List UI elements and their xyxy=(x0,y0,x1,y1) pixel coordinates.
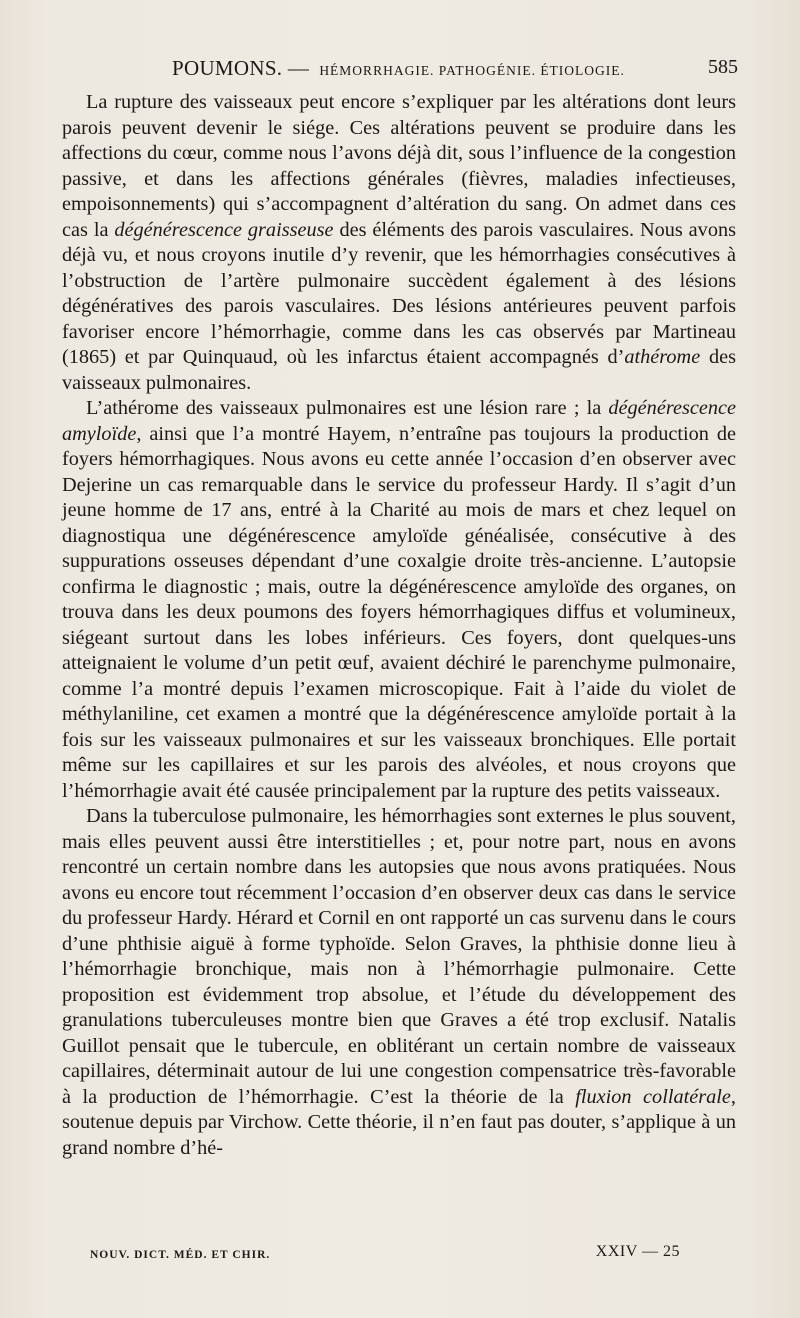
paragraph-1-text-b: des éléments des parois vasculaires. Nous avons déjà vu, et nous croyons inutile d’y revenir, que les hémorrhagies consécutives à l’obstruction de l’artère pulmonaire succèdent également à des lésions dégénératives des parois vasculaires. Des lésions antérieures peuvent parfois favoriser encore l’hémorrhagie, comme dans les cas observés par Martineau (1865) et par Quinquaud, où les infarctus étaient accompagnés d’ xyxy=(62,218,737,368)
paragraph-3 xyxy=(62,804,736,1161)
footer-signature: XXIV — 25 xyxy=(595,1243,680,1260)
footer-publication: NOUV. DICT. MÉD. ET CHIR. xyxy=(90,1249,271,1261)
paragraph-2 xyxy=(62,396,736,804)
paragraph-2-italic-1: dégénérescence amyloïde xyxy=(62,397,736,445)
paragraph-2-text-b: , ainsi que l’a montré Hayem, n’entraîne pas toujours la production de foyers hémorrhagiques. Nous avons eu cette année l’occasion d’en observer avec Dejerine un cas remarquable dans le service du professeur Hardy. Il s’agit d’un jeune homme de 17 ans, entré à la Charité au mois de mars et chez lequel on diagnostiqua une dégénérescence amyloïde généalisée, consécutive à des suppurations osseuses dépendant d’une coxalgie droite très-ancienne. L’autopsie confirma le diagnostic ; mais, outre la dégénérescence amyloïde des organes, on trouva dans les deux poumons des foyers hémorrhagiques diffus et volumineux, siégeant surtout dans les lobes inférieurs. Ces foyers, dont quelques-uns atteignaient le volume d’un petit œuf, avaient déchiré le parenchyme pulmonaire, comme l’a montré depuis l’examen microscopique. Fait à l’aide du violet de méthylaniline, cet examen a montré que la dégénérescence amyloïde portait à la fois sur les vaisseaux pulmonaires et sur les vaisseaux bronchiques. Elle portait même sur les capillaires et sur les parois des alvéoles, et nous croyons que l’hémorrhagie avait été causée principalement par la rupture des petits vaisseaux. xyxy=(62,422,736,802)
running-header xyxy=(62,56,738,86)
paragraph-3-italic-1: fluxion collatérale xyxy=(575,1085,731,1108)
paragraph-1 xyxy=(62,90,736,396)
body-text xyxy=(62,90,736,1161)
running-title xyxy=(172,56,625,81)
paragraph-1-italic-1: dégénérescence graisseuse xyxy=(114,218,334,241)
paragraph-3-text-a: Dans la tuberculose pulmonaire, les hémorrhagies sont externes le plus souvent, mais elles peuvent aussi être interstitielles ; et, pour notre part, nous en avons rencontré un certain nombre dans les autopsies que nous avons pratiquées. Nous avons eu encore tout récemment l’occasion d’en observer deux cas dans le service du professeur Hardy. Hérard et Cornil en ont rapporté un cas survenu dans le cours d’une phthisie aiguë à forme typhoïde. Selon Graves, la phthisie donne lieu à l’hémorrhagie bronchique, mais non à l’hémorrhagie pulmonaire. Cette proposition est évidemment trop absolue, et l’étude du développement des granulations tuberculeuses montre bien que Graves a été trop exclusif. Natalis Guillot pensait que le tubercule, en oblitérant un certain nombre de vaisseaux capillaires, déterminait autour de lui une congestion compensatrice très-favorable à la production de l’hémorrhagie. C’est la théorie de la xyxy=(62,805,736,1108)
paragraph-1-text-c: des vaisseaux pulmonaires. xyxy=(62,346,736,394)
paragraph-3-text-b: , soutenue depuis par Virchow. Cette théorie, il n’en faut pas douter, s’applique à un grand nombre d’hé- xyxy=(62,1085,736,1159)
running-title-sub: HÉMORRHAGIE. PATHOGÉNIE. ÉTIOLOGIE. xyxy=(319,63,625,78)
running-title-main: POUMONS. — xyxy=(172,56,310,80)
page-number: 585 xyxy=(708,56,738,78)
paragraph-1-italic-2: athérome xyxy=(624,346,701,368)
paragraph-2-text-a: L’athérome des vaisseaux pulmonaires est une lésion rare ; la xyxy=(86,397,609,419)
paragraph-1-text-a: La rupture des vaisseaux peut encore s’expliquer par les altérations dont leurs parois peuvent devenir le siége. Ces altérations peuvent se produire dans les affections du cœur, comme nous l’avons déjà dit, sous l’influence de la congestion passive, et dans les affections générales (fièvres, maladies infectieuses, empoisonnements) qui s’accompagnent d’altération du sang. On admet dans ces cas la xyxy=(62,91,736,241)
